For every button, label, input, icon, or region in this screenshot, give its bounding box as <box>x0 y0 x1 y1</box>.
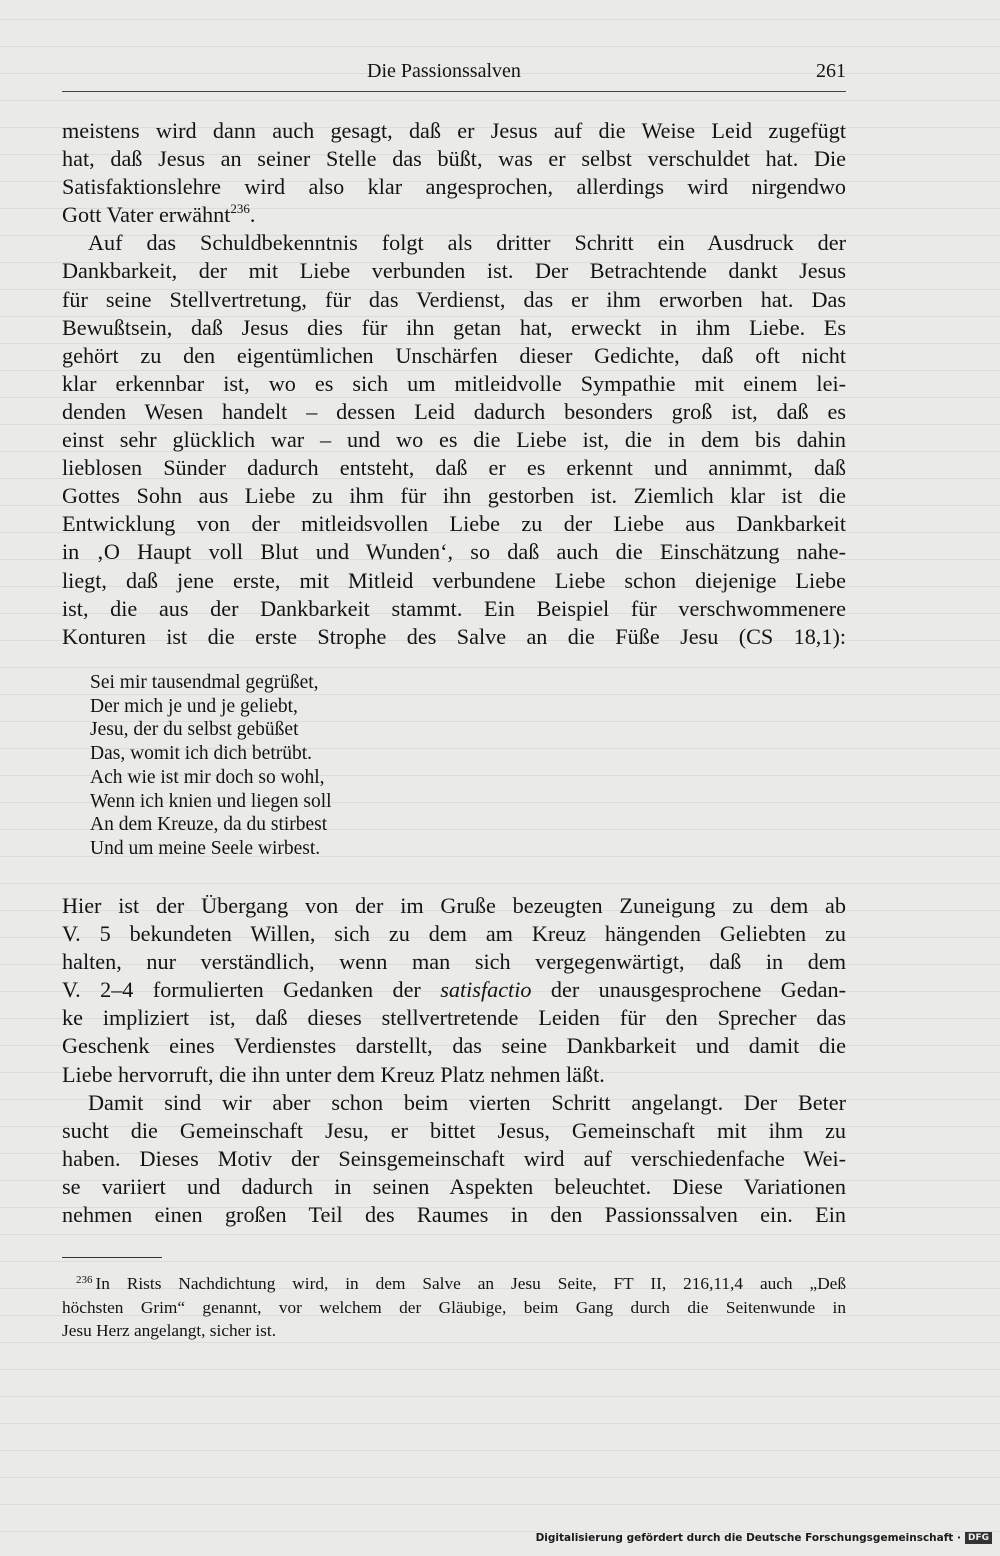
page-number: 261 <box>816 60 846 82</box>
text-span: der unausgesprochene Gedan- <box>531 977 847 1003</box>
text-line <box>62 976 846 1004</box>
footnote <box>62 1272 846 1343</box>
text-line: Dankbarkeit, der mit Liebe verbunden ist. Der Betrachtende dankt Jesus <box>62 258 846 284</box>
text-line: Gottes Sohn aus Liebe zu ihm für ihn gestorben ist. Ziemlich klar ist die <box>62 483 846 509</box>
running-title: Die Passionssalven <box>367 60 521 82</box>
footnote-separator <box>62 1257 162 1258</box>
text-line: Geschenk eines Verdienstes darstellt, das seine Dankbarkeit und damit die <box>62 1033 846 1059</box>
footnote-marker: 236 <box>76 1274 93 1286</box>
text-line: Satisfaktionslehre wird also klar angesprochen, allerdings wird nirgendwo <box>62 174 846 200</box>
footnote-line: höchsten Grim“ genannt, vor welchem der Gläubige, beim Gang durch die Seitenwunde in <box>62 1297 846 1317</box>
text-line: halten, nur verständlich, wenn man sich vergegenwärtigt, daß in dem <box>62 949 846 975</box>
text-line: Bewußtsein, daß Jesus dies für ihn getan hat, erweckt in ihm Liebe. Es <box>62 314 846 340</box>
text-line: sucht die Gemeinschaft Jesu, er bittet Jesus, Gemeinschaft mit ihm zu <box>62 1117 846 1143</box>
text-line: denden Wesen handelt – dessen Leid dadurch besonders groß ist, daß es <box>62 398 846 424</box>
paragraph-1 <box>62 117 846 229</box>
text-line: in ‚O Haupt voll Blut und Wunden‘, so daß auch die Einschätzung nahe- <box>62 539 846 565</box>
verse-line: An dem Kreuze, da du stirbest <box>90 814 328 836</box>
footnote-line <box>62 1272 846 1296</box>
text-span: . <box>249 202 256 228</box>
text-line: Damit sind wir aber schon beim vierten Schritt angelangt. Der Beter <box>88 1089 846 1115</box>
paragraph-2 <box>62 229 846 650</box>
text-line: ist, die aus der Dankbarkeit stammt. Ein Beispiel für verschwommenere <box>62 595 846 621</box>
text-span: V. 2–4 formulierten Gedanken der <box>62 977 441 1003</box>
text-line: klar erkennbar ist, wo es sich um mitleidvolle Sympathie mit einem lei- <box>62 370 846 396</box>
text-span: Gott Vater erwähnt <box>62 202 231 228</box>
text-line: V. 5 bekundeten Willen, sich zu dem am Kreuz hängenden Geliebten zu <box>62 921 846 947</box>
text-line: für seine Stellvertretung, für das Verdienst, das er ihm erworben hat. Das <box>62 286 846 312</box>
footnote-reference[interactable]: 236 <box>230 201 250 217</box>
poem-quotation <box>90 671 490 861</box>
paragraph-4 <box>62 1089 846 1229</box>
verse-line: Ach wie ist mir doch so wohl, <box>90 766 325 788</box>
header-rule <box>62 91 846 92</box>
text-line: liegt, daß jene erste, mit Mitleid verbundene Liebe schon diejenige Liebe <box>62 567 846 593</box>
text-line: Entwicklung von der mitleidsvollen Liebe zu der Liebe aus Dankbarkeit <box>62 511 846 537</box>
verse-line: Der mich je und je geliebt, <box>90 695 298 717</box>
dfg-logo: DFG <box>965 1532 992 1544</box>
text-line: haben. Dieses Motiv der Seinsgemeinschaft wird auf verschiedenfache Wei- <box>62 1145 846 1171</box>
paragraph-3 <box>62 892 846 1089</box>
verse-line: Und um meine Seele wirbest. <box>90 837 321 859</box>
footnote-line: Jesu Herz angelangt, sicher ist. <box>62 1321 277 1340</box>
text-line: einst sehr glücklich war – und wo es die Liebe ist, die in dem bis dahin <box>62 427 846 453</box>
credit-text: Digitalisierung gefördert durch die Deutsche Forschungsgemeinschaft · <box>535 1532 961 1544</box>
text-line: Konturen ist die erste Strophe des Salve an die Füße Jesu (CS 18,1): <box>62 623 846 649</box>
latin-term: satisfactio <box>440 977 532 1003</box>
text-span: In Rists Nachdichtung wird, in dem Salve an Jesu Seite, FT II, 216,11,4 auch „Deß <box>95 1274 846 1293</box>
text-line: meistens wird dann auch gesagt, daß er Jesus auf die Weise Leid zugefügt <box>62 118 846 143</box>
text-line: hat, daß Jesus an seiner Stelle das büßt, was er selbst verschuldet hat. Die <box>62 146 846 172</box>
verse-line: Jesu, der du selbst gebüßet <box>90 719 299 741</box>
text-line: gehört zu den eigentümlichen Unschärfen dieser Gedichte, daß oft nicht <box>62 342 846 368</box>
main-text-bottom <box>62 892 846 1229</box>
verse-line: Das, womit ich dich betrübt. <box>90 743 313 765</box>
main-text-top <box>62 117 846 651</box>
text-line: Auf das Schuldbekenntnis folgt als dritter Schritt ein Ausdruck der <box>88 230 846 256</box>
text-line <box>62 201 846 229</box>
verse-line: Wenn ich knien und liegen soll <box>90 790 332 812</box>
digitization-credit <box>536 1532 992 1544</box>
text-line: lieblosen Sünder dadurch entsteht, daß er es erkennt und annimmt, daß <box>62 455 846 481</box>
text-line: nehmen einen großen Teil des Raumes in den Passionssalven ein. Ein <box>62 1202 846 1228</box>
running-header <box>62 58 846 92</box>
text-line: Hier ist der Übergang von der im Gruße bezeugten Zuneigung zu dem ab <box>62 893 846 918</box>
text-line: se variiert und dadurch in seinen Aspekten beleuchtet. Diese Variationen <box>62 1173 846 1199</box>
verse-line: Sei mir tausendmal gegrüßet, <box>90 672 319 693</box>
text-line: ke impliziert ist, daß dieses stellvertretende Leiden für den Sprecher das <box>62 1005 846 1031</box>
text-line: Liebe hervorruft, die ihn unter dem Kreuz Platz nehmen läßt. <box>62 1061 605 1087</box>
